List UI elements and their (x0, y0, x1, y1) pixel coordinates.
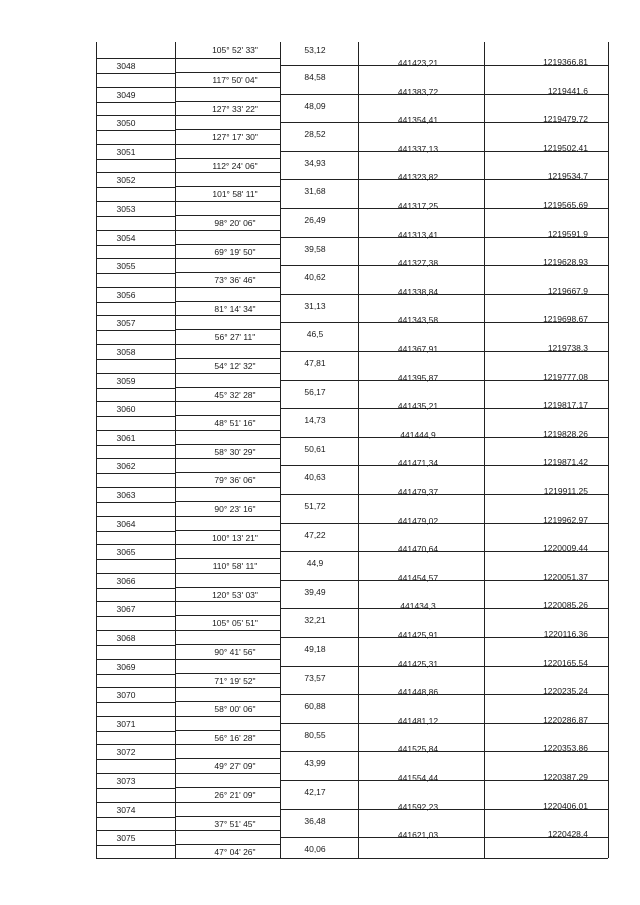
x-coordinate-cell: 441435,21 (397, 401, 439, 412)
table-row-border (96, 817, 175, 818)
table-row-border (96, 731, 175, 732)
table-row-border (96, 788, 175, 789)
y-coordinate-cell: 1219738,3 (547, 343, 588, 353)
angle-cell: 105° 52' 33" (212, 45, 258, 55)
x-coordinate-cell: 441343,58 (397, 315, 439, 326)
x-coordinate-cell: 441323,82 (397, 172, 439, 183)
x-coordinate-cell: 441317,25 (397, 201, 439, 211)
table-row-border (175, 186, 280, 187)
table-row-border (96, 502, 175, 503)
angle-cell: 47° 04' 26" (214, 847, 256, 858)
point-number-cell: 3068 (116, 633, 136, 643)
length-cell: 47,81 (304, 358, 326, 368)
y-coordinate-cell: 1219777,08 (543, 371, 588, 382)
y-coordinate-cell: 1220353,86 (543, 743, 588, 754)
y-coordinate-cell: 1219817,17 (543, 400, 588, 411)
table-row-border (96, 830, 280, 831)
table-row-border (96, 458, 280, 459)
table-row-border (96, 559, 175, 560)
length-cell: 26,49 (304, 215, 326, 225)
length-cell: 48,09 (304, 100, 326, 111)
y-coordinate-cell: 1219591,9 (547, 228, 588, 239)
y-coordinate-cell: 1219441,6 (547, 85, 588, 96)
table-row-border (96, 687, 280, 688)
point-number-cell: 3058 (116, 347, 136, 357)
length-cell: 39,58 (304, 243, 326, 254)
table-row-border (175, 587, 280, 588)
table-row-border (175, 244, 280, 245)
y-coordinate-cell: 1219962,97 (543, 514, 588, 525)
point-number-cell: 3067 (116, 604, 136, 615)
table-row-border (96, 487, 280, 488)
length-cell: 84,58 (304, 72, 326, 82)
angle-cell: 56° 27' 11" (214, 332, 256, 343)
y-coordinate-cell: 1220051,37 (543, 571, 588, 582)
angle-cell: 49° 27' 09" (214, 761, 256, 772)
angle-cell: 58° 30' 29" (214, 446, 256, 457)
table-column-border (484, 42, 485, 858)
y-coordinate-cell: 1220387,29 (543, 772, 588, 782)
angle-cell: 101° 58' 11" (212, 189, 258, 200)
table-row-border (175, 673, 280, 674)
angle-cell: 54° 12' 32" (214, 361, 256, 371)
point-number-cell: 3061 (116, 432, 136, 443)
angle-cell: 112° 24' 06" (212, 160, 258, 171)
length-cell: 47,22 (304, 529, 326, 540)
length-cell: 40,06 (304, 844, 326, 855)
length-cell: 31,68 (304, 186, 326, 197)
y-coordinate-cell: 1220009,44 (543, 543, 588, 554)
angle-cell: 69° 19' 50" (214, 246, 256, 257)
point-number-cell: 3060 (116, 404, 136, 415)
table-row-border (96, 416, 175, 417)
table-row-border (96, 802, 280, 803)
table-column-border (96, 42, 97, 858)
x-coordinate-cell: 441338,84 (397, 286, 439, 297)
point-number-cell: 3052 (116, 175, 136, 186)
point-number-cell: 3065 (116, 547, 136, 558)
length-cell: 49,18 (304, 644, 326, 654)
table-column-border (358, 42, 359, 858)
angle-cell: 45° 32' 28" (214, 389, 256, 400)
length-cell: 34,93 (304, 157, 326, 168)
table-row-border (96, 159, 175, 160)
point-number-cell: 3071 (116, 718, 136, 729)
angle-cell: 117° 50' 04" (212, 75, 258, 85)
length-cell: 28,52 (304, 129, 326, 140)
table-row-border (96, 702, 175, 703)
point-number-cell: 3051 (116, 146, 136, 157)
length-cell: 14,73 (304, 415, 326, 426)
table-row-border (175, 701, 280, 702)
length-cell: 39,49 (304, 586, 326, 597)
table-row-border (96, 330, 175, 331)
point-number-cell: 3069 (116, 661, 136, 672)
length-cell: 56,17 (304, 386, 326, 397)
table-row-border (96, 858, 608, 859)
x-coordinate-cell: 441423,21 (397, 58, 439, 68)
y-coordinate-cell: 1220235,24 (543, 686, 588, 697)
table-row-border (96, 616, 175, 617)
table-row-border (96, 630, 280, 631)
table-row-border (175, 615, 280, 616)
table-row-border (96, 359, 175, 360)
angle-cell: 100° 13' 21" (212, 532, 258, 543)
y-coordinate-cell: 1219911,25 (543, 486, 588, 496)
table-row-border (96, 144, 280, 145)
y-coordinate-cell: 1220406,01 (543, 800, 588, 811)
table-row-border (175, 816, 280, 817)
x-coordinate-cell: 441383,72 (397, 86, 439, 97)
table-row-border (96, 573, 280, 574)
angle-cell: 58° 00' 06" (214, 704, 256, 715)
point-number-cell: 3055 (116, 261, 136, 272)
y-coordinate-cell: 1219502,41 (543, 142, 588, 153)
table-row-border (175, 844, 280, 845)
table-row-border (96, 58, 280, 59)
point-number-cell: 3059 (116, 375, 136, 386)
table-row-border (96, 315, 280, 316)
x-coordinate-cell: 441354,41 (397, 115, 439, 126)
table-row-border (175, 501, 280, 502)
y-coordinate-cell: 1219628,93 (543, 257, 588, 268)
angle-cell: 90° 23' 16" (214, 504, 256, 514)
length-cell: 44,9 (306, 558, 324, 569)
table-row-border (96, 245, 175, 246)
angle-cell: 98° 20' 06" (214, 218, 256, 228)
angle-cell: 120° 53' 03" (212, 589, 258, 600)
table-row-border (96, 302, 175, 303)
table-row-border (96, 716, 280, 717)
length-cell: 40,63 (304, 472, 326, 483)
y-coordinate-cell: 1219698,67 (543, 314, 588, 325)
x-coordinate-cell: 441471,34 (397, 458, 439, 469)
x-coordinate-cell: 441444,9 (400, 429, 436, 440)
angle-cell: 48° 51' 16" (214, 418, 256, 429)
point-number-cell: 3070 (116, 690, 136, 701)
angle-cell: 127° 33' 22" (212, 103, 258, 114)
x-coordinate-cell: 441337,13 (397, 143, 439, 154)
table-row-border (175, 758, 280, 759)
angle-cell: 105° 05' 51" (212, 618, 258, 629)
point-number-cell: 3054 (116, 232, 136, 243)
point-number-cell: 3053 (116, 204, 136, 214)
point-number-cell: 3064 (116, 518, 136, 529)
table-row-border (96, 516, 280, 517)
angle-cell: 26° 21' 09" (214, 790, 256, 800)
table-row-border (96, 87, 280, 88)
table-row-border (96, 401, 280, 402)
table-row-border (96, 601, 280, 602)
table-row-border (175, 530, 280, 531)
table-row-border (96, 115, 280, 116)
point-number-cell: 3049 (116, 89, 136, 100)
length-cell: 43,99 (304, 758, 326, 769)
angle-cell: 90° 41' 56" (214, 647, 256, 657)
x-coordinate-cell: 441525,84 (397, 744, 439, 755)
y-coordinate-cell: 1219565,69 (543, 200, 588, 210)
length-cell: 80,55 (304, 729, 326, 740)
length-cell: 53,12 (304, 45, 326, 55)
y-coordinate-cell: 1220165,54 (543, 657, 588, 668)
table-row-border (96, 373, 280, 374)
point-number-cell: 3066 (116, 575, 136, 586)
table-row-border (96, 102, 175, 103)
table-row-border (175, 787, 280, 788)
table-row-border (96, 674, 175, 675)
y-coordinate-cell: 1219479,72 (543, 114, 588, 125)
angle-cell: 71° 19' 52" (214, 675, 256, 686)
y-coordinate-cell: 1220085,26 (543, 600, 588, 611)
table-row-border (96, 230, 280, 231)
angle-cell: 127° 17' 30" (212, 132, 258, 143)
angle-cell: 81° 14' 34" (214, 303, 256, 314)
table-row-border (175, 558, 280, 559)
point-number-cell: 3072 (116, 747, 136, 758)
x-coordinate-cell: 441592,23 (397, 801, 439, 812)
table-row-border (96, 216, 175, 217)
table-row-border (175, 215, 280, 216)
length-cell: 51,72 (304, 501, 326, 511)
table-row-border (175, 158, 280, 159)
table-row-border (96, 759, 175, 760)
table-column-border (608, 42, 609, 858)
table-row-border (175, 730, 280, 731)
y-coordinate-cell: 1219828,26 (543, 428, 588, 439)
x-coordinate-cell: 441621,03 (397, 830, 439, 841)
point-number-cell: 3048 (116, 61, 136, 71)
point-number-cell: 3056 (116, 289, 136, 300)
x-coordinate-cell: 441554,44 (397, 773, 439, 783)
table-row-border (175, 72, 280, 73)
angle-cell: 56° 16' 28" (214, 732, 256, 743)
angle-cell: 79° 36' 06" (214, 475, 256, 486)
x-coordinate-cell: 441479,37 (397, 487, 439, 497)
y-coordinate-cell: 1220286,87 (543, 714, 588, 725)
x-coordinate-cell: 441313,41 (397, 229, 439, 240)
point-number-cell: 3057 (116, 318, 136, 329)
table-row-border (175, 472, 280, 473)
table-row-border (96, 645, 175, 646)
table-row-border (175, 129, 280, 130)
y-coordinate-cell: 1219667,9 (547, 285, 588, 296)
table-row-border (96, 344, 280, 345)
table-row-border (96, 473, 175, 474)
length-cell: 32,21 (304, 615, 326, 626)
x-coordinate-cell: 441481,12 (397, 715, 439, 726)
angle-cell: 110° 58' 11" (212, 561, 258, 572)
table-row-border (96, 773, 280, 774)
length-cell: 40,62 (304, 272, 326, 283)
length-cell: 42,17 (304, 787, 326, 797)
table-row-border (96, 73, 175, 74)
y-coordinate-cell: 1219534,7 (547, 171, 588, 182)
point-number-cell: 3074 (116, 804, 136, 815)
table-row-border (96, 287, 280, 288)
length-cell: 46,5 (306, 329, 324, 340)
angle-cell: 37° 51' 45" (214, 818, 256, 829)
y-coordinate-cell: 1219366,81 (543, 57, 588, 67)
table-row-border (96, 201, 280, 202)
length-cell: 50,61 (304, 443, 326, 454)
x-coordinate-cell: 441395,87 (397, 372, 439, 383)
table-row-border (175, 415, 280, 416)
table-row-border (175, 272, 280, 273)
table-row-border (96, 659, 280, 660)
x-coordinate-cell: 441470,64 (397, 544, 439, 555)
point-number-cell: 3073 (116, 776, 136, 786)
x-coordinate-cell: 441479,02 (397, 515, 439, 526)
x-coordinate-cell: 441434,3 (400, 601, 436, 612)
length-cell: 73,57 (304, 672, 326, 683)
table-row-border (175, 644, 280, 645)
table-row-border (96, 187, 175, 188)
table-row-border (96, 845, 175, 846)
table-row-border (96, 588, 175, 589)
table-row-border (96, 388, 175, 389)
table-row-border (96, 172, 280, 173)
x-coordinate-cell: 441448,86 (397, 687, 439, 698)
point-number-cell: 3063 (116, 490, 136, 500)
angle-cell: 73° 36' 46" (214, 275, 256, 286)
y-coordinate-cell: 1219871,42 (543, 457, 588, 468)
x-coordinate-cell: 441425,91 (397, 630, 439, 640)
point-number-cell: 3075 (116, 833, 136, 844)
table-row-border (96, 544, 280, 545)
x-coordinate-cell: 441425,31 (397, 658, 439, 669)
y-coordinate-cell: 1220116,36 (543, 629, 588, 639)
length-cell: 31,13 (304, 300, 326, 311)
point-number-cell: 3062 (116, 461, 136, 472)
table-row-border (175, 329, 280, 330)
table-row-border (175, 301, 280, 302)
table-row-border (96, 744, 280, 745)
point-number-cell: 3050 (116, 118, 136, 129)
table-row-border (96, 445, 175, 446)
table-row-border (96, 430, 280, 431)
table-row-border (96, 273, 175, 274)
table-row-border (175, 358, 280, 359)
x-coordinate-cell: 441454,57 (397, 572, 439, 583)
length-cell: 60,88 (304, 701, 326, 712)
table-row-border (96, 258, 280, 259)
table-row-border (175, 101, 280, 102)
table-row-border (96, 130, 175, 131)
x-coordinate-cell: 441367,91 (397, 344, 439, 354)
x-coordinate-cell: 441327,38 (397, 258, 439, 269)
table-row-border (96, 531, 175, 532)
table-row-border (175, 387, 280, 388)
y-coordinate-cell: 1220428,4 (547, 829, 588, 840)
length-cell: 36,48 (304, 815, 326, 826)
table-row-border (175, 444, 280, 445)
